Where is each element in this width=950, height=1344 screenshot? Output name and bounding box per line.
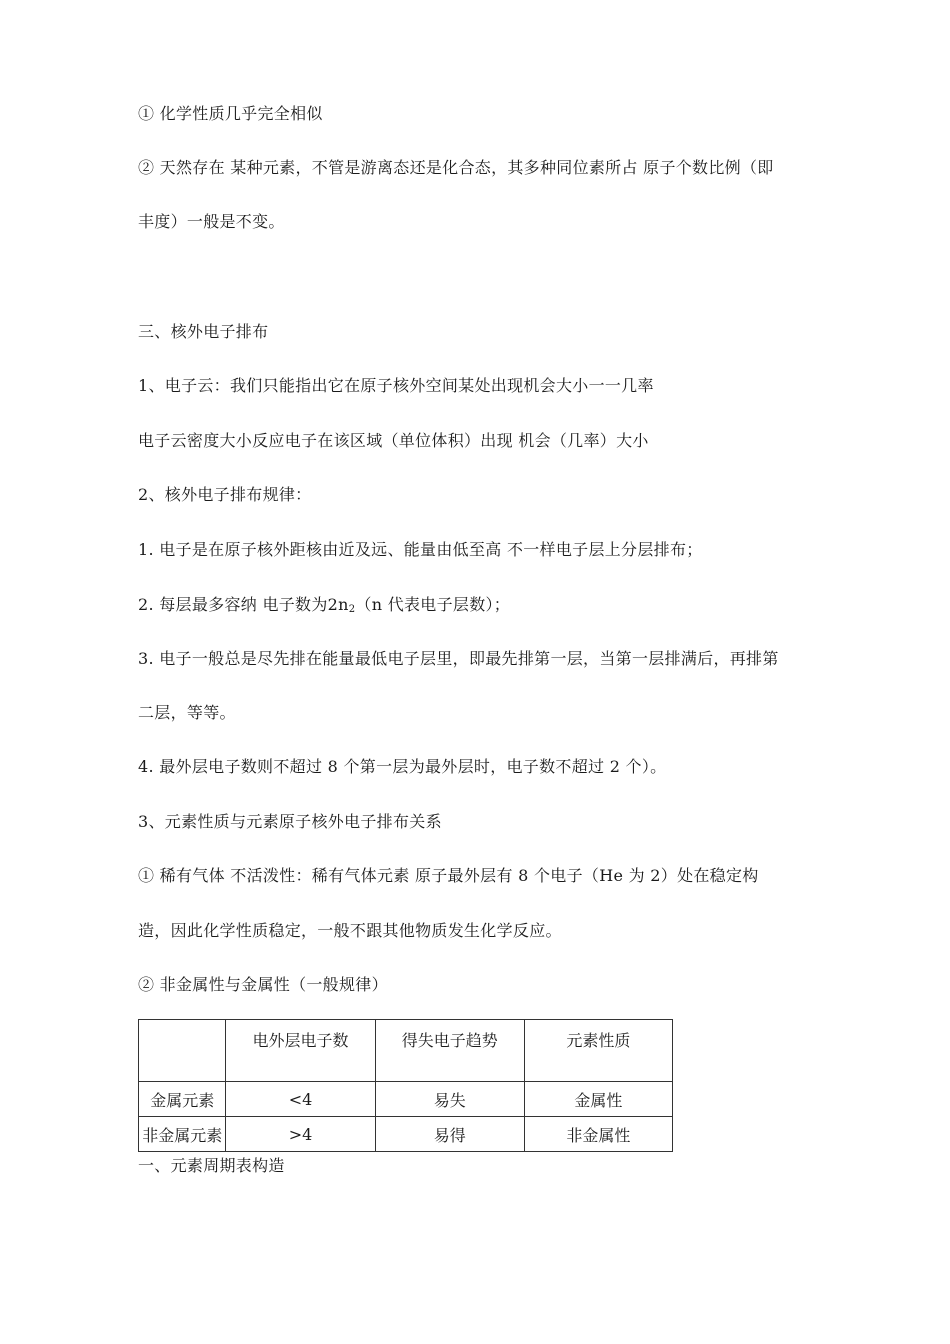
section-heading: 一、元素周期表构造 [138,1156,285,1175]
table-row [139,1117,673,1152]
subheading: 3、元素性质与元素原子核外电子排布关系 [138,812,442,831]
header-cell: 电外层电子数 [226,1020,375,1082]
properties-table [138,1019,673,1152]
text-line: 3. 电子一般总是尽先排在能量最低电子层里，即最先排第一层，当第一层排满后，再排第 [138,649,779,668]
table-cell: 易得 [375,1117,524,1152]
text-line: 1、电子云：我们只能指出它在原子核外空间某处出现机会大小一一几率 [138,376,654,395]
table-cell: >4 [226,1117,375,1152]
table-cell: 非金属性 [524,1117,672,1152]
header-cell: 得失电子趋势 [375,1020,524,1082]
text-line: ② 天然存在 某种元素，不管是游离态还是化合态，其多种同位素所占 原子个数比例（即 [138,158,774,177]
table-cell: 金属元素 [139,1082,226,1117]
table-cell: 易失 [375,1082,524,1117]
header-cell [139,1020,226,1082]
text-line: 二层，等等。 [138,703,236,722]
text-line [138,595,510,620]
text-fragment: （n 代表电子层数）； [355,595,511,614]
text-line: 电子云密度大小反应电子在该区域（单位体积）出现 机会（几率）大小 [138,431,649,450]
text-fragment: 2. 每层最多容纳 电子数为2n [138,595,349,614]
table-cell: 金属性 [524,1082,672,1117]
table-row [139,1082,673,1117]
text-line: 1. 电子是在原子核外距核由近及远、能量由低至高 不一样电子层上分层排布； [138,540,703,559]
section-heading: 三、核外电子排布 [138,322,269,341]
table-cell: <4 [226,1082,375,1117]
text-line: 4. 最外层电子数则不超过 8 个第一层为最外层时，电子数不超过 2 个）。 [138,757,667,776]
subheading: 2、核外电子排布规律： [138,485,312,504]
text-line: 造，因此化学性质稳定，一般不跟其他物质发生化学反应。 [138,921,562,940]
table-cell: 非金属元素 [139,1117,226,1152]
text-line: ② 非金属性与金属性（一般规律） [138,975,388,994]
text-line: ① 稀有气体 不活泼性：稀有气体元素 原子最外层有 8 个电子（He 为 2）处在稳定构 [138,866,759,885]
table-header-row [139,1020,673,1082]
text-line: ① 化学性质几乎完全相似 [138,104,323,123]
subscript: 2 [348,604,356,615]
text-line: 丰度）一般是不变。 [138,212,285,231]
header-cell: 元素性质 [524,1020,672,1082]
